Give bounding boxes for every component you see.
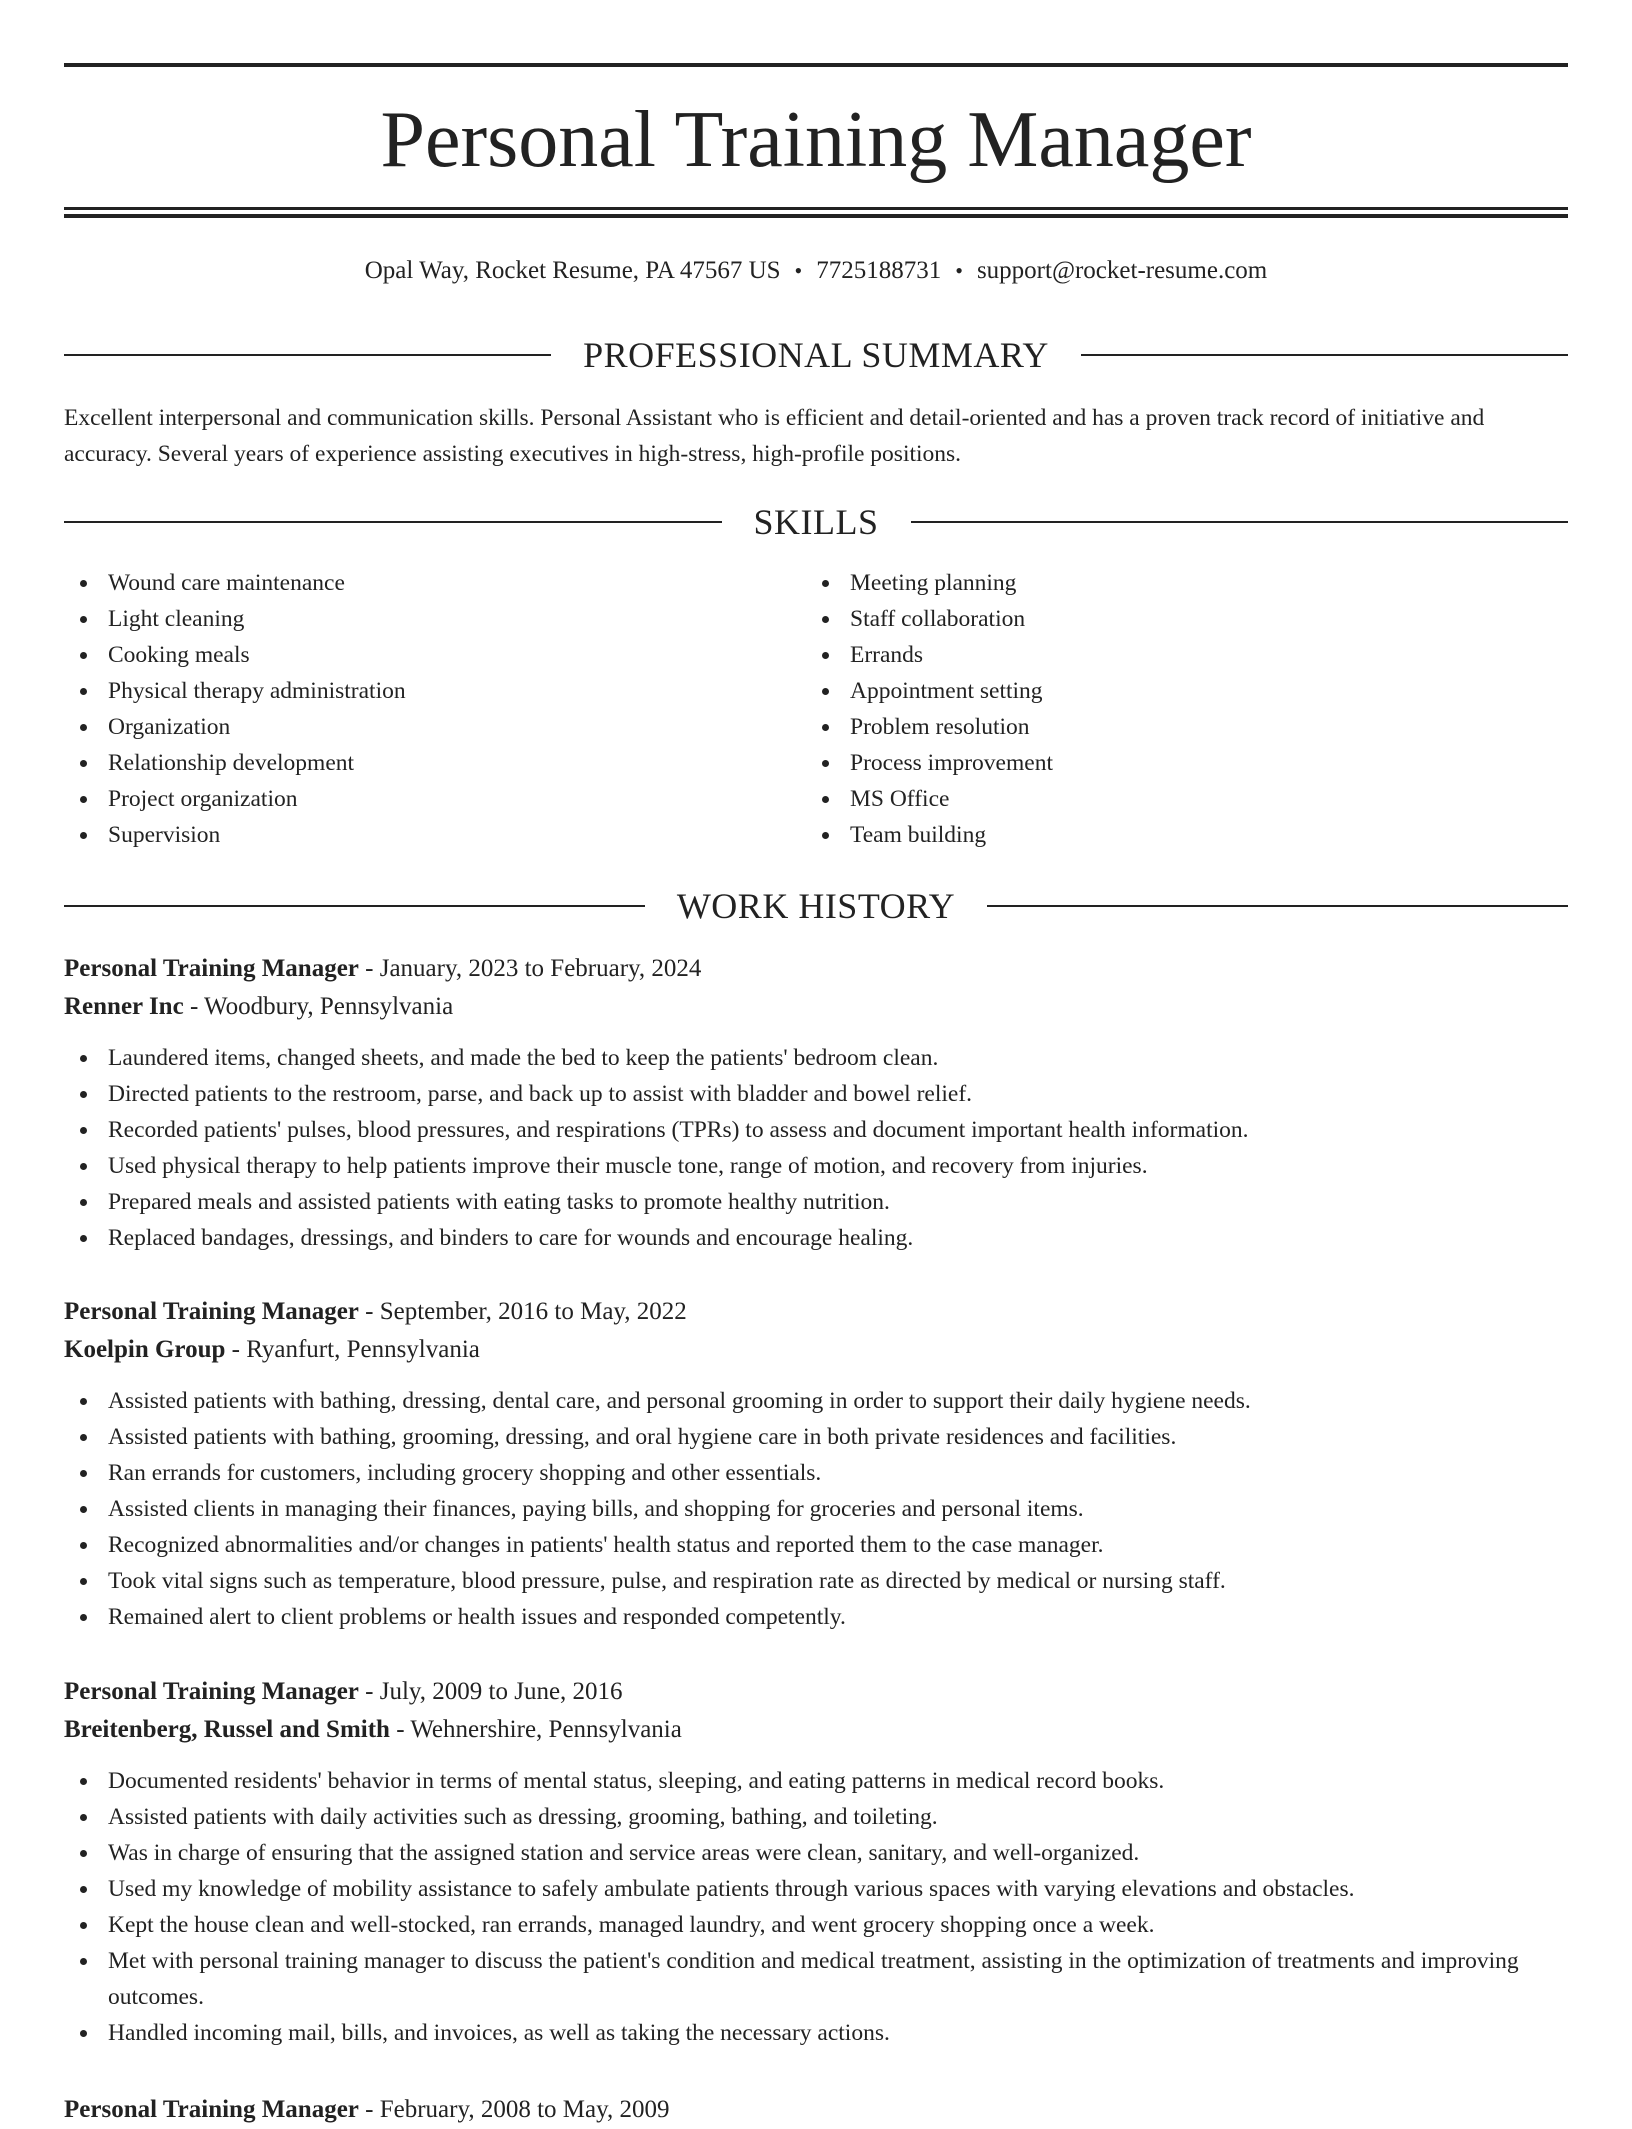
skill-item: Problem resolution (806, 709, 1506, 745)
skill-item: MS Office (806, 781, 1506, 817)
skill-item: Process improvement (806, 745, 1506, 781)
skill-item: Errands (806, 637, 1506, 673)
resume-title: Personal Training Manager (380, 96, 1252, 184)
summary-text: Excellent interpersonal and communication skills. Personal Assistant who is efficient and detail-oriented and has a proven track record of initiative and accuracy. Several years of experience assisting executives in high-stress, high-profile positions. (64, 405, 1485, 467)
job-location: - Wehnershire, Pennsylvania (389, 1716, 682, 1743)
job-bullet: Used physical therapy to help patients improve their muscle tone, range of motion, and recovery from injuries. (64, 1148, 1568, 1184)
job-company-line (64, 1331, 1568, 1369)
heading-rule-left (64, 905, 645, 907)
job-title: Personal Training Manager (64, 1298, 359, 1325)
contact-separator: • (794, 258, 803, 283)
header-double-rule-lower (64, 214, 1568, 218)
job-bullet: Laundered items, changed sheets, and made the bed to keep the patients' bedroom clean. (64, 1040, 1568, 1076)
contact-address: Opal Way, Rocket Resume, PA 47567 US (364, 257, 781, 284)
contact-separator: • (955, 258, 963, 283)
job-bullet: Was in charge of ensuring that the assigned station and service areas were clean, sanitary, and well-organized. (64, 1835, 1568, 1871)
job-bullet: Remained alert to client problems or health issues and responded competently. (64, 1599, 1568, 1635)
heading-rule-left (64, 521, 722, 523)
skill-item: Appointment setting (806, 673, 1506, 709)
job-bullet: Used my knowledge of mobility assistance to safely ambulate patients through various spaces with varying elevations and obstacles. (64, 1871, 1568, 1907)
job-title: Personal Training Manager (64, 2096, 359, 2123)
job-bullet: Assisted patients with bathing, grooming, dressing, and oral hygiene care in both private residences and facilities. (64, 1419, 1568, 1455)
skill-item: Supervision (64, 817, 764, 853)
job-title-line (64, 2091, 1568, 2129)
job-company-line (64, 988, 1568, 1026)
job-location: - Ryanfurt, Pennsylvania (225, 1336, 480, 1363)
skill-item: Staff collaboration (806, 601, 1506, 637)
skill-item: Organization (64, 709, 764, 745)
skill-item: Wound care maintenance (64, 565, 764, 601)
job-title-line (64, 950, 1568, 988)
heading-rule-left (64, 354, 551, 356)
job-dates: - July, 2009 to June, 2016 (358, 1678, 623, 1705)
skill-item: Physical therapy administration (64, 673, 764, 709)
job-entry (64, 950, 1568, 1256)
skills-column-right (806, 565, 1506, 853)
job-dates: - January, 2023 to February, 2024 (358, 955, 702, 982)
skills-section-heading (64, 500, 1568, 544)
summary-heading-label: PROFESSIONAL SUMMARY (583, 335, 1049, 375)
job-title: Personal Training Manager (64, 1678, 359, 1705)
job-bullet: Prepared meals and assisted patients with eating tasks to promote healthy nutrition. (64, 1184, 1568, 1220)
job-bullets (64, 1763, 1568, 2051)
skill-item: Light cleaning (64, 601, 764, 637)
job-bullet: Ran errands for customers, including grocery shopping and other essentials. (64, 1455, 1568, 1491)
job-entry (64, 2091, 1568, 2129)
job-bullet: Took vital signs such as temperature, blood pressure, pulse, and respiration rate as directed by medical or nursing staff. (64, 1563, 1568, 1599)
job-title-line (64, 1293, 1568, 1331)
job-bullets (64, 1383, 1568, 1635)
skill-item: Meeting planning (806, 565, 1506, 601)
skill-item: Relationship development (64, 745, 764, 781)
job-company: Breitenberg, Russel and Smith (64, 1716, 390, 1743)
job-company: Koelpin Group (64, 1336, 226, 1363)
job-bullet: Recognized abnormalities and/or changes in patients' health status and reported them to the case manager. (64, 1527, 1568, 1563)
header-top-rule (64, 63, 1568, 67)
contact-line (64, 254, 1568, 288)
job-bullet: Assisted clients in managing their finances, paying bills, and shopping for groceries and personal items. (64, 1491, 1568, 1527)
skills-heading-label: SKILLS (753, 502, 879, 542)
header-double-rule-upper (64, 207, 1568, 210)
job-bullet: Assisted patients with bathing, dressing, dental care, and personal grooming in order to support their daily hygiene needs. (64, 1383, 1568, 1419)
skills-list-right (806, 565, 1506, 853)
job-entry (64, 1673, 1568, 2051)
skills-list-left (64, 565, 764, 853)
job-company: Renner Inc (64, 993, 184, 1020)
job-bullet: Assisted patients with daily activities such as dressing, grooming, bathing, and toileting. (64, 1799, 1568, 1835)
job-bullet: Documented residents' behavior in terms of mental status, sleeping, and eating patterns in medical record books. (64, 1763, 1568, 1799)
summary-section-heading (64, 333, 1568, 377)
job-company-line (64, 1711, 1568, 1749)
heading-rule-right (1081, 354, 1568, 356)
job-title: Personal Training Manager (64, 955, 359, 982)
job-dates: - September, 2016 to May, 2022 (358, 1298, 687, 1325)
job-bullet: Recorded patients' pulses, blood pressures, and respirations (TPRs) to assess and document important health information. (64, 1112, 1568, 1148)
contact-email: support@rocket-resume.com (976, 257, 1268, 284)
skill-item: Project organization (64, 781, 764, 817)
job-bullet: Replaced bandages, dressings, and binders to care for wounds and encourage healing. (64, 1220, 1568, 1256)
job-bullets (64, 1040, 1568, 1256)
heading-rule-right (987, 905, 1568, 907)
heading-rule-right (911, 521, 1569, 523)
job-entry (64, 1293, 1568, 1635)
job-bullet: Kept the house clean and well-stocked, ran errands, managed laundry, and went grocery shopping once a week. (64, 1907, 1568, 1943)
contact-phone: 7725188731 (816, 257, 942, 284)
work-history-heading-label: WORK HISTORY (676, 886, 956, 926)
skills-column-left (64, 565, 764, 853)
skill-item: Team building (806, 817, 1506, 853)
job-location: - Woodbury, Pennsylvania (183, 993, 454, 1020)
job-title-line (64, 1673, 1568, 1711)
job-bullet: Met with personal training manager to discuss the patient's condition and medical treatment, assisting in the optimization of treatments and improving outcomes. (64, 1943, 1568, 2015)
skill-item: Cooking meals (64, 637, 764, 673)
job-bullet: Directed patients to the restroom, parse, and back up to assist with bladder and bowel relief. (64, 1076, 1568, 1112)
job-dates: - February, 2008 to May, 2009 (358, 2096, 670, 2123)
work-history-section-heading (64, 884, 1568, 928)
job-bullet: Handled incoming mail, bills, and invoices, as well as taking the necessary actions. (64, 2015, 1568, 2051)
